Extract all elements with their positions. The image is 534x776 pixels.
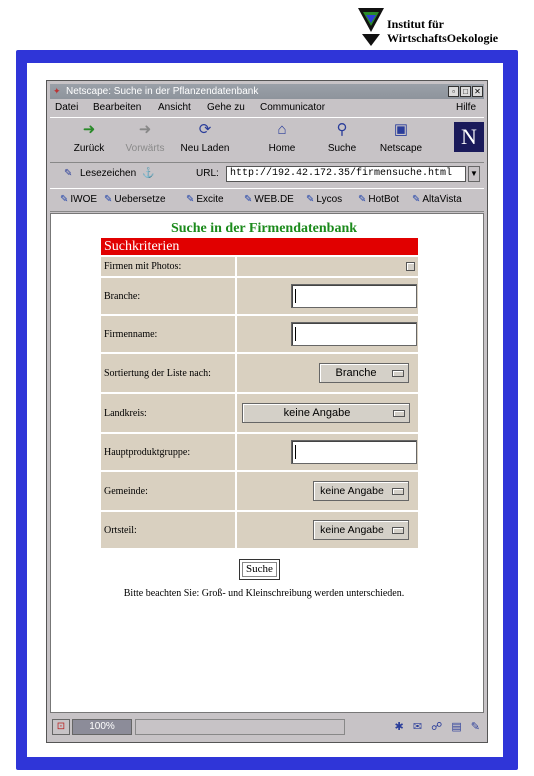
back-button[interactable] [64, 120, 114, 160]
gemeinde-cell [237, 472, 418, 510]
menu-bearbeiten[interactable]: Bearbeiten [93, 102, 142, 113]
bookmark-link-icon: ✎ [358, 194, 367, 205]
search-label: Suche [327, 143, 357, 154]
sortierung-cell [237, 354, 418, 392]
bookmark-uebersetze[interactable] [104, 189, 166, 211]
bookmark-link-icon: ✎ [104, 194, 113, 205]
netscape-logo-icon[interactable]: N [454, 122, 484, 152]
row-photos [101, 257, 418, 276]
firmenname-cell [237, 316, 418, 352]
page-title: Suche in der Firmendatenbank [170, 221, 358, 236]
bookmark-link-icon: ✎ [60, 194, 69, 205]
ortsteil-select[interactable] [313, 520, 409, 540]
minimize-icon[interactable]: ▫ [448, 86, 459, 97]
landkreis-select[interactable] [242, 403, 410, 423]
bookmark-label: IWOE [70, 194, 98, 205]
hauptproduktgruppe-label: Hauptproduktgruppe: [101, 434, 235, 470]
bookmark-label: HotBot [368, 194, 399, 205]
title-bar[interactable] [50, 84, 484, 99]
bookmark-label: Lycos [316, 194, 343, 205]
bookmark-link-icon: ✎ [244, 194, 253, 205]
photos-checkbox[interactable] [406, 262, 415, 271]
row-firmenname [101, 316, 418, 352]
suche-submit-button[interactable]: Suche [239, 559, 280, 580]
bookmark-label: WEB.DE [254, 194, 294, 205]
bookmark-hotbot[interactable] [358, 189, 399, 211]
row-branche [101, 278, 418, 314]
firmenname-input[interactable] [291, 322, 417, 346]
mail-icon[interactable]: ✉ [412, 721, 423, 733]
row-gemeinde [101, 472, 418, 510]
firmenname-label: Firmenname: [101, 316, 235, 352]
netscape-button[interactable] [372, 120, 430, 160]
personal-toolbar [50, 188, 484, 212]
url-label: URL: [196, 168, 219, 179]
gemeinde-select[interactable] [313, 481, 409, 501]
gemeinde-value: keine Angabe [320, 485, 384, 497]
criteria-header: Suchkriterien [101, 238, 418, 255]
back-label: Zurück [73, 143, 105, 154]
branche-label: Branche: [101, 278, 235, 314]
newsgroups-icon[interactable]: ☍ [431, 721, 443, 733]
menu-bar [50, 100, 484, 116]
reload-label: Neu Laden [180, 143, 230, 154]
menu-communicator[interactable]: Communicator [260, 102, 326, 113]
browser-window [46, 80, 488, 743]
window-menu-icon[interactable]: ✦ [53, 86, 61, 96]
bookmark-iwoe[interactable] [60, 189, 97, 211]
status-message [135, 719, 345, 735]
maximize-icon[interactable]: □ [460, 86, 471, 97]
ortsteil-label: Ortsteil: [101, 512, 235, 548]
page-proxy-icon[interactable]: ⚓ [142, 168, 155, 179]
landkreis-cell [237, 394, 418, 432]
photos-label: Firmen mit Photos: [101, 257, 235, 276]
forward-arrow-icon: ➜ [138, 121, 152, 138]
triangle-logo-icon [356, 6, 386, 46]
menu-gehe-zu[interactable]: Gehe zu [207, 102, 245, 113]
row-sortierung [101, 354, 418, 392]
bookmark-link-icon: ✎ [306, 194, 315, 205]
bookmark-label: Excite [196, 194, 224, 205]
page-content [50, 213, 484, 713]
bookmark-excite[interactable] [186, 189, 224, 211]
home-label: Home [268, 143, 296, 154]
landkreis-value: keine Angabe [283, 407, 351, 419]
ortsteil-value: keine Angabe [320, 524, 384, 536]
back-arrow-icon: ➜ [82, 121, 96, 138]
reload-button[interactable] [176, 120, 234, 160]
option-menu-icon [392, 527, 404, 534]
bookmarks-button[interactable]: Lesezeichen [80, 168, 137, 179]
security-lock-icon[interactable]: ⊡ [52, 719, 70, 735]
row-landkreis [101, 394, 418, 432]
menu-ansicht[interactable]: Ansicht [158, 102, 191, 113]
branche-input[interactable] [291, 284, 417, 308]
branche-cell [237, 278, 418, 314]
logo-text-line1: Institut für [387, 17, 445, 31]
component-bar [389, 719, 480, 735]
composer-icon[interactable]: ▤ [451, 721, 462, 733]
navigator-icon[interactable]: ✱ [394, 721, 404, 733]
bookmark-lycos[interactable] [306, 189, 342, 211]
window-title: Netscape: Suche in der Pflanzendatenbank [66, 86, 259, 97]
conference-icon[interactable]: ✎ [470, 721, 480, 733]
bookmark-webde[interactable] [244, 189, 294, 211]
location-bar [50, 164, 484, 184]
bookmark-link-icon: ✎ [186, 194, 195, 205]
url-dropdown-icon[interactable]: ▼ [468, 166, 480, 182]
search-button[interactable] [320, 120, 364, 160]
row-hauptproduktgruppe [101, 434, 418, 470]
photos-cell [237, 257, 418, 276]
close-icon[interactable]: ✕ [472, 86, 483, 97]
netscape-label: Netscape [379, 143, 423, 154]
institute-logo [356, 6, 531, 48]
home-button[interactable] [260, 120, 304, 160]
logo-text-line2: WirtschaftsOekologie [387, 31, 499, 45]
text-cursor [295, 327, 296, 341]
bookmark-altavista[interactable] [412, 189, 462, 211]
sortierung-select[interactable] [319, 363, 409, 383]
option-menu-icon [392, 488, 404, 495]
menu-hilfe[interactable]: Hilfe [456, 102, 477, 113]
text-cursor [295, 445, 296, 459]
forward-button[interactable] [120, 120, 170, 160]
landkreis-label: Landkreis: [101, 394, 235, 432]
option-menu-icon [392, 370, 404, 377]
bookmark-label: AltaVista [422, 194, 462, 205]
reload-icon: ⟳ [198, 121, 212, 138]
sortierung-label: Sortiertung der Liste nach: [101, 354, 235, 392]
gemeinde-label: Gemeinde: [101, 472, 235, 510]
row-ortsteil [101, 512, 418, 548]
hauptproduktgruppe-cell [237, 434, 418, 470]
option-menu-icon [393, 410, 405, 417]
menu-datei[interactable]: Datei [55, 102, 79, 113]
bookmark-label: Uebersetze [114, 194, 166, 205]
forward-label: Vorwärts [125, 143, 165, 154]
search-icon: ⚲ [336, 121, 348, 138]
bookmark-icon[interactable]: ✎ [64, 168, 73, 179]
netscape-icon: ▣ [393, 121, 409, 138]
case-sensitivity-note: Bitte beachten Sie: Groß- und Kleinschreibung werden unterschieden. [123, 588, 405, 599]
navigation-toolbar [50, 117, 484, 163]
hauptproduktgruppe-input[interactable] [291, 440, 417, 464]
sortierung-value: Branche [335, 367, 377, 379]
status-bar [50, 716, 484, 738]
home-icon: ⌂ [277, 121, 287, 138]
text-cursor [295, 289, 296, 303]
progress-indicator: 100% [72, 719, 132, 735]
ortsteil-cell [237, 512, 418, 548]
url-input[interactable]: http://192.42.172.35/firmensuche.html [226, 166, 466, 182]
bookmark-link-icon: ✎ [412, 194, 421, 205]
